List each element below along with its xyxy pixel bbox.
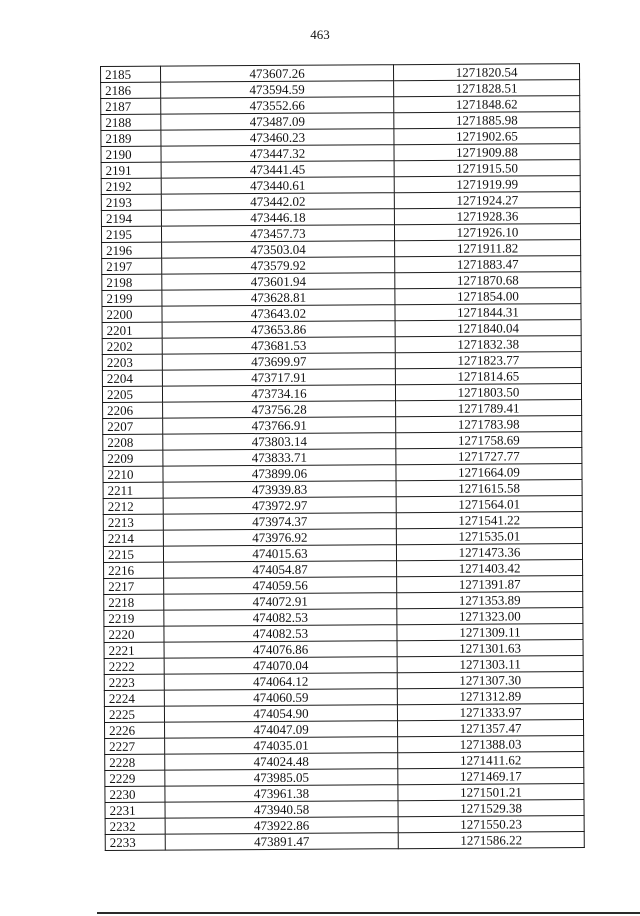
x-coordinate-cell: 473756.28 [163, 401, 396, 418]
y-coordinate-cell: 1271403.42 [397, 560, 583, 577]
x-coordinate-cell: 474064.12 [164, 673, 397, 690]
x-coordinate-cell: 473922.86 [165, 817, 398, 834]
x-coordinate-cell: 473503.04 [162, 241, 395, 258]
y-coordinate-cell: 1271820.54 [393, 64, 579, 81]
point-number-cell: 2218 [104, 594, 164, 610]
point-number-cell: 2216 [104, 562, 164, 578]
x-coordinate-cell: 473601.94 [162, 273, 395, 290]
point-number-cell: 2190 [101, 146, 161, 162]
point-number-cell: 2207 [103, 418, 163, 434]
x-coordinate-cell: 474070.04 [164, 657, 397, 674]
x-coordinate-cell: 473699.97 [162, 353, 395, 370]
point-number-cell: 2208 [103, 434, 163, 450]
point-number-cell: 2191 [101, 162, 161, 178]
x-coordinate-cell: 474015.63 [163, 545, 396, 562]
x-coordinate-cell: 473442.02 [161, 193, 394, 210]
x-coordinate-cell: 474054.87 [164, 561, 397, 578]
point-number-cell: 2222 [104, 658, 164, 674]
point-number-cell: 2220 [104, 626, 164, 642]
x-coordinate-cell: 473766.91 [163, 417, 396, 434]
point-number-cell: 2221 [104, 642, 164, 658]
x-coordinate-cell: 473487.09 [161, 113, 394, 130]
point-number-cell: 2219 [104, 610, 164, 626]
point-number-cell: 2225 [104, 706, 164, 722]
point-number-cell: 2227 [105, 738, 165, 754]
y-coordinate-cell: 1271473.36 [396, 544, 582, 561]
x-coordinate-cell: 473717.91 [162, 369, 395, 386]
x-coordinate-cell: 473681.53 [162, 337, 395, 354]
point-number-cell: 2199 [102, 290, 162, 306]
point-number-cell: 2204 [102, 370, 162, 386]
y-coordinate-cell: 1271411.62 [398, 752, 584, 769]
point-number-cell: 2193 [101, 194, 161, 210]
x-coordinate-cell: 473460.23 [161, 129, 394, 146]
y-coordinate-cell: 1271854.00 [395, 288, 581, 305]
y-coordinate-cell: 1271840.04 [395, 320, 581, 337]
x-coordinate-cell: 474059.56 [164, 577, 397, 594]
y-coordinate-cell: 1271333.97 [397, 704, 583, 721]
y-coordinate-cell: 1271844.31 [395, 304, 581, 321]
y-coordinate-cell: 1271783.98 [396, 416, 582, 433]
point-number-cell: 2230 [105, 786, 165, 802]
y-coordinate-cell: 1271353.89 [397, 592, 583, 609]
x-coordinate-cell: 474060.59 [164, 689, 397, 706]
point-number-cell: 2229 [105, 770, 165, 786]
y-coordinate-cell: 1271823.77 [395, 352, 581, 369]
x-coordinate-cell: 474082.53 [164, 609, 397, 626]
y-coordinate-cell: 1271301.63 [397, 640, 583, 657]
x-coordinate-cell: 473891.47 [165, 833, 398, 850]
x-coordinate-cell: 473972.97 [163, 497, 396, 514]
x-coordinate-cell: 473441.45 [161, 161, 394, 178]
point-number-cell: 2224 [104, 690, 164, 706]
y-coordinate-cell: 1271803.50 [395, 384, 581, 401]
point-number-cell: 2212 [103, 498, 163, 514]
y-coordinate-cell: 1271541.22 [396, 512, 582, 529]
y-coordinate-cell: 1271727.77 [396, 448, 582, 465]
bottom-rule [97, 912, 640, 914]
y-coordinate-cell: 1271911.82 [395, 240, 581, 257]
x-coordinate-cell: 473940.58 [165, 801, 398, 818]
point-number-cell: 2194 [101, 210, 161, 226]
x-coordinate-cell: 473976.92 [163, 529, 396, 546]
y-coordinate-cell: 1271307.30 [397, 672, 583, 689]
y-coordinate-cell: 1271758.69 [396, 432, 582, 449]
x-coordinate-cell: 473579.92 [162, 257, 395, 274]
point-number-cell: 2217 [104, 578, 164, 594]
coordinate-table-body [101, 64, 585, 851]
y-coordinate-cell: 1271885.98 [394, 112, 580, 129]
y-coordinate-cell: 1271586.22 [398, 832, 584, 849]
x-coordinate-cell: 473643.02 [162, 305, 395, 322]
point-number-cell: 2223 [104, 674, 164, 690]
y-coordinate-cell: 1271501.21 [398, 784, 584, 801]
page-number: 463 [310, 27, 330, 42]
table-row [105, 832, 584, 851]
y-coordinate-cell: 1271312.89 [397, 688, 583, 705]
point-number-cell: 2192 [101, 178, 161, 194]
y-coordinate-cell: 1271550.23 [398, 816, 584, 833]
x-coordinate-cell: 473446.18 [161, 209, 394, 226]
x-coordinate-cell: 473607.26 [161, 65, 394, 82]
y-coordinate-cell: 1271789.41 [396, 400, 582, 417]
point-number-cell: 2189 [101, 130, 161, 146]
y-coordinate-cell: 1271919.99 [394, 176, 580, 193]
y-coordinate-cell: 1271303.11 [397, 656, 583, 673]
x-coordinate-cell: 473803.14 [163, 433, 396, 450]
point-number-cell: 2231 [105, 802, 165, 818]
y-coordinate-cell: 1271615.58 [396, 480, 582, 497]
y-coordinate-cell: 1271535.01 [396, 528, 582, 545]
point-number-cell: 2228 [105, 754, 165, 770]
y-coordinate-cell: 1271469.17 [398, 768, 584, 785]
point-number-cell: 2205 [102, 386, 162, 402]
point-number-cell: 2195 [101, 226, 161, 242]
point-number-cell: 2196 [102, 242, 162, 258]
point-number-cell: 2226 [105, 722, 165, 738]
point-number-cell: 2186 [101, 82, 161, 98]
point-number-cell: 2203 [102, 354, 162, 370]
x-coordinate-cell: 473899.06 [163, 465, 396, 482]
y-coordinate-cell: 1271883.47 [395, 256, 581, 273]
y-coordinate-cell: 1271323.00 [397, 608, 583, 625]
x-coordinate-cell: 473961.38 [165, 785, 398, 802]
y-coordinate-cell: 1271357.47 [398, 720, 584, 737]
x-coordinate-cell: 473457.73 [161, 225, 394, 242]
point-number-cell: 2213 [103, 514, 163, 530]
x-coordinate-cell: 473594.59 [161, 81, 394, 98]
y-coordinate-cell: 1271924.27 [394, 192, 580, 209]
y-coordinate-cell: 1271828.51 [394, 80, 580, 97]
point-number-cell: 2214 [103, 530, 163, 546]
y-coordinate-cell: 1271848.62 [394, 96, 580, 113]
x-coordinate-cell: 473974.37 [163, 513, 396, 530]
y-coordinate-cell: 1271832.38 [395, 336, 581, 353]
x-coordinate-cell: 473939.83 [163, 481, 396, 498]
y-coordinate-cell: 1271902.65 [394, 128, 580, 145]
y-coordinate-cell: 1271926.10 [394, 224, 580, 241]
y-coordinate-cell: 1271664.09 [396, 464, 582, 481]
point-number-cell: 2233 [105, 834, 165, 850]
x-coordinate-cell: 474035.01 [165, 737, 398, 754]
y-coordinate-cell: 1271814.65 [395, 368, 581, 385]
point-number-cell: 2185 [101, 66, 161, 82]
point-number-cell: 2188 [101, 114, 161, 130]
point-number-cell: 2187 [101, 98, 161, 114]
x-coordinate-cell: 474047.09 [165, 721, 398, 738]
point-number-cell: 2211 [103, 482, 163, 498]
x-coordinate-cell: 473985.05 [165, 769, 398, 786]
point-number-cell: 2202 [102, 338, 162, 354]
y-coordinate-cell: 1271388.03 [398, 736, 584, 753]
y-coordinate-cell: 1271391.87 [397, 576, 583, 593]
y-coordinate-cell: 1271564.01 [396, 496, 582, 513]
x-coordinate-cell: 473734.16 [162, 385, 395, 402]
point-number-cell: 2209 [103, 450, 163, 466]
coordinate-table [100, 63, 585, 851]
y-coordinate-cell: 1271928.36 [394, 208, 580, 225]
x-coordinate-cell: 473447.32 [161, 145, 394, 162]
x-coordinate-cell: 474082.53 [164, 625, 397, 642]
point-number-cell: 2215 [103, 546, 163, 562]
x-coordinate-cell: 474024.48 [165, 753, 398, 770]
x-coordinate-cell: 473628.81 [162, 289, 395, 306]
x-coordinate-cell: 473552.66 [161, 97, 394, 114]
point-number-cell: 2198 [102, 274, 162, 290]
point-number-cell: 2200 [102, 306, 162, 322]
y-coordinate-cell: 1271529.38 [398, 800, 584, 817]
y-coordinate-cell: 1271309.11 [397, 624, 583, 641]
point-number-cell: 2201 [102, 322, 162, 338]
point-number-cell: 2210 [103, 466, 163, 482]
x-coordinate-cell: 473833.71 [163, 449, 396, 466]
x-coordinate-cell: 474054.90 [164, 705, 397, 722]
y-coordinate-cell: 1271915.50 [394, 160, 580, 177]
point-number-cell: 2197 [102, 258, 162, 274]
point-number-cell: 2232 [105, 818, 165, 834]
x-coordinate-cell: 473653.86 [162, 321, 395, 338]
y-coordinate-cell: 1271909.88 [394, 144, 580, 161]
x-coordinate-cell: 474076.86 [164, 641, 397, 658]
point-number-cell: 2206 [103, 402, 163, 418]
y-coordinate-cell: 1271870.68 [395, 272, 581, 289]
x-coordinate-cell: 474072.91 [164, 593, 397, 610]
x-coordinate-cell: 473440.61 [161, 177, 394, 194]
